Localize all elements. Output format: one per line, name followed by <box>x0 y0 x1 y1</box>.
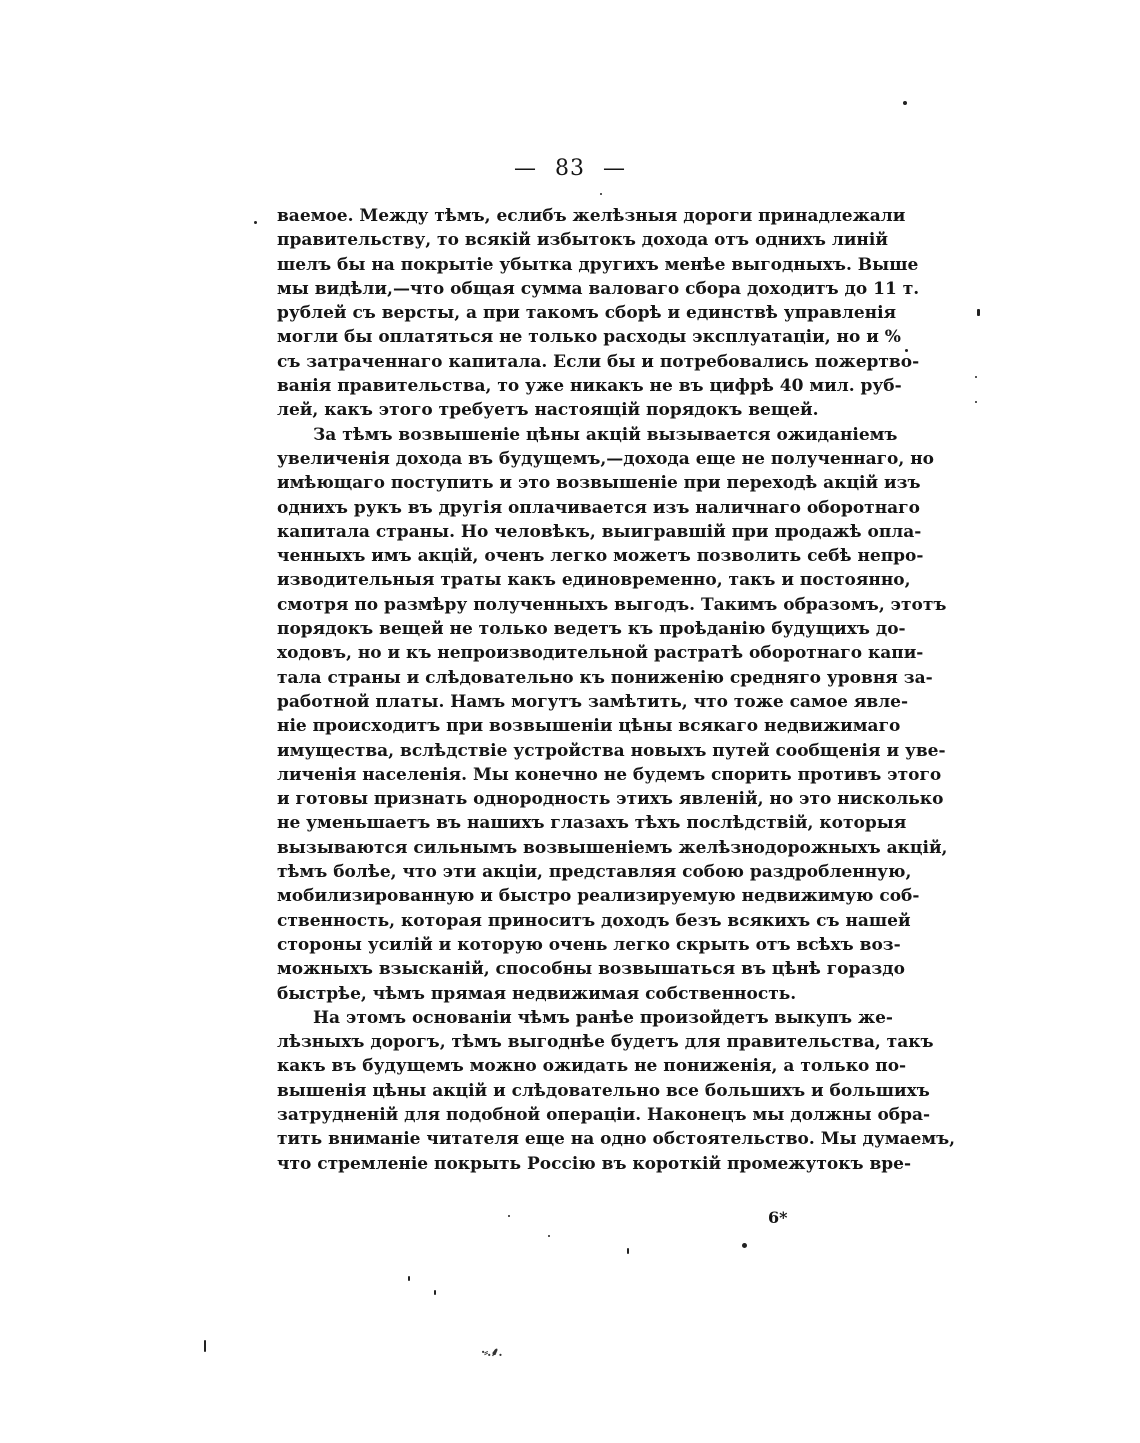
scan-speck <box>548 1235 550 1237</box>
scan-speck <box>254 221 257 224</box>
page-number-value: 83 <box>555 156 585 181</box>
text-line: тала страны и слѣдовательно къ пониженію средняго уровня за- <box>277 667 933 688</box>
text-line: мобилизированную и быстро реализируемую недвижимую соб- <box>277 886 920 907</box>
text-line: и готовы признать однородность этихъ явленій, но это нисколько <box>277 789 944 810</box>
text-line: правительству, то всякій избытокъ дохода отъ однихъ линій <box>277 230 888 251</box>
text-line: За тѣмъ возвышеніе цѣны акцій вызывается ожиданіемъ <box>313 424 898 445</box>
text-line: На этомъ основаніи чѣмъ ранѣе произойдетъ выкупъ же- <box>313 1007 893 1028</box>
scan-speck <box>903 101 907 105</box>
body-text <box>277 204 956 1176</box>
text-line: быстрѣе, чѣмъ прямая недвижимая собственность. <box>277 983 797 1004</box>
text-line: изводительныя траты какъ единовременно, такъ и постоянно, <box>277 570 911 591</box>
text-line: ченныхъ имъ акцій, оченъ легко можетъ позволить себѣ непро- <box>277 546 924 567</box>
text-line: лей, какъ этого требуетъ настоящій порядокъ вещей. <box>277 400 819 421</box>
text-line: затрудненій для подобной операціи. Наконецъ мы должны обра- <box>277 1104 931 1125</box>
text-line: тить вниманіе читателя еще на одно обстоятельство. Мы думаемъ, <box>277 1129 956 1150</box>
page-number <box>0 156 1140 181</box>
paragraph <box>277 1006 956 1176</box>
text-line: личенія населенія. Мы конечно не будемъ спорить противъ этого <box>277 764 942 785</box>
scan-speck <box>975 401 977 403</box>
text-line: имѣющаго поступить и это возвышеніе при переходѣ акцій изъ <box>277 473 921 494</box>
scan-speck <box>408 1276 410 1281</box>
scan-speck <box>600 193 602 195</box>
bottom-ink-smudge: ·⸗.⸙. <box>481 1345 502 1359</box>
text-line: какъ въ будущемъ можно ожидать не пониженія, а только по- <box>277 1056 907 1077</box>
text-line: стороны усилій и которую очень легко скрыть отъ всѣхъ воз- <box>277 934 901 955</box>
text-line: смотря по размѣру полученныхъ выгодъ. Такимъ образомъ, этотъ <box>277 594 947 615</box>
text-line: ванія правительства, то уже никакъ не въ цифрѣ 40 мил. руб- <box>277 376 902 397</box>
text-line: однихъ рукъ въ другія оплачивается изъ наличнаго оборотнаго <box>277 497 920 518</box>
text-line: лѣзныхъ дорогъ, тѣмъ выгоднѣе будетъ для правительства, такъ <box>277 1032 934 1053</box>
text-line: работной платы. Намъ могутъ замѣтить, что тоже самое явле- <box>277 691 909 712</box>
text-line: съ затраченнаго капитала. Если бы и потребовались пожертво- <box>277 351 920 372</box>
text-line: могли бы оплатяться не только расходы эксплуатаціи, но и % <box>277 327 901 348</box>
scan-speck <box>977 309 980 316</box>
text-line: ніе происходитъ при возвышеніи цѣны всякаго недвижимаго <box>277 716 901 737</box>
scan-speck <box>508 1215 510 1217</box>
text-line: увеличенія дохода въ будущемъ,—дохода еще не полученнаго, но <box>277 448 935 469</box>
text-line: капитала страны. Но человѣкъ, выигравшій при продажѣ опла- <box>277 521 922 542</box>
text-line: имущества, вслѣдствіе устройства новыхъ путей сообщенія и уве- <box>277 740 946 761</box>
scan-speck <box>975 376 977 378</box>
scan-speck <box>627 1248 629 1254</box>
text-line: порядокъ вещей не только ведетъ къ проѣданію будущихъ до- <box>277 619 906 640</box>
text-line: вызываются сильнымъ возвышеніемъ желѣзнодорожныхъ акцій, <box>277 837 948 858</box>
page-number-dash-left: — <box>514 156 537 181</box>
paragraph <box>277 423 948 1006</box>
text-line: ственность, которая приноситъ доходъ безъ всякихъ съ нашей <box>277 910 911 931</box>
scan-speck <box>742 1243 747 1248</box>
scan-speck <box>204 1340 206 1352</box>
text-line: вышенія цѣны акцій и слѣдовательно все большихъ и большихъ <box>277 1080 930 1101</box>
text-line: рублей съ версты, а при такомъ сборѣ и единствѣ управленія <box>277 303 897 324</box>
text-line: можныхъ взысканій, способны возвышаться въ цѣнѣ гораздо <box>277 959 905 980</box>
text-line: шелъ бы на покрытіе убытка другихъ менѣе выгодныхъ. Выше <box>277 254 919 275</box>
scan-speck <box>905 349 908 352</box>
text-line: ваемое. Между тѣмъ, еслибъ желѣзныя дороги принадлежали <box>277 206 906 226</box>
printer-signature-mark: 6* <box>768 1208 788 1227</box>
paragraph <box>277 204 920 423</box>
scan-speck <box>434 1290 436 1295</box>
text-line: ходовъ, но и къ непроизводительной растратѣ оборотнаго капи- <box>277 643 924 664</box>
text-line: не уменьшаетъ въ нашихъ глазахъ тѣхъ послѣдствій, которыя <box>277 813 907 834</box>
text-line: что стремленіе покрыть Россію въ короткій промежутокъ вре- <box>277 1153 912 1174</box>
page-number-dash-right: — <box>603 156 626 181</box>
text-line: тѣмъ болѣе, что эти акціи, представляя собою раздробленную, <box>277 862 912 883</box>
text-line: мы видѣли,—что общая сумма валоваго сбора доходитъ до 11 т. <box>277 278 920 299</box>
